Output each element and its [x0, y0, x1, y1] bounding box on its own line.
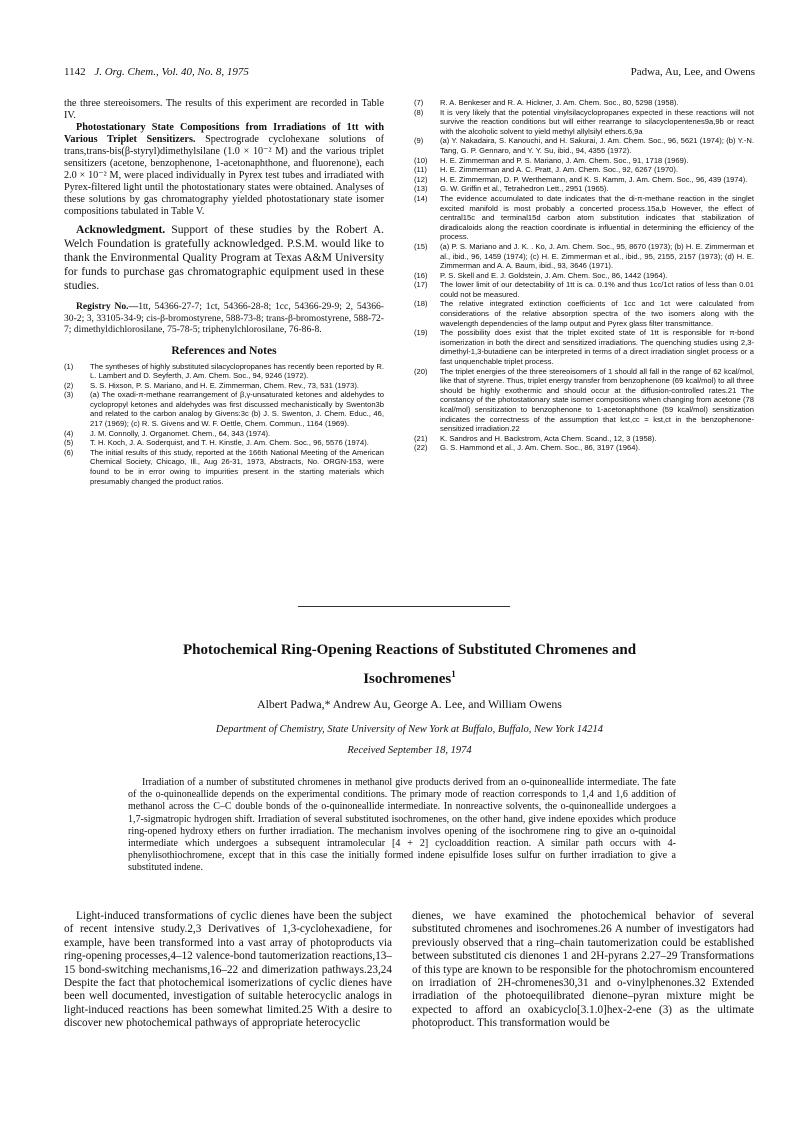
abstract: Irradiation of a number of substituted chromenes in methanol give products derived from an o-quinoneallide intermediate. The fate of the o-quinoneallide depends on the experimental conditions. The primary mode of reaction corresponds to 1,4 and 1,6 addition of methanol across the C–C double bonds of the o-quinoneallide intermediate. In nonreactive solvents, the o-quinoneallide undergoes a 1,7-sigmatropic hydrogen shift. Irradiation of several substituted isochromenes, on the other hand, give indene epoxides which produce ring-opened hydroxy ethers on further irradiation. The mechanism involves opening of the isochromene ring to give an o-quinoidal intermediate which undergoes a subsequent intramolecular [4 + 2] cycloaddition reaction. A similar path occurs with 4-phenylisothiochromene, except that in this case the initially formed indene episulfide loses sulfur on further irradiation to give a substituted indene. [128, 777, 676, 874]
registry-heading: Registry No.— [76, 301, 139, 312]
intro-paragraph-right: dienes, we have examined the photochemical behavior of several substituted chromenes and isochromenes.26 A number of investigators had previously observed that a ring–chain tautomerization could be established between substituted cis dienones 1 and 2H-pyrans 2.27–29 Transformations of this type are known to be responsible for the photochromism encountered on irradiation of 2H-chromenes30,31 and o-vinylphenones.32 Extended irradiation of the photoequilibrated dienone–pyran mixture might be expected to afford an oxabicyclo[3.1.0]hex-2-ene (3) as the ultimate photoproduct. This transformation would be [412, 910, 754, 1030]
running-header [64, 66, 755, 78]
reference-text: The syntheses of highly substituted silacyclopropanes has recently been reported by R. L. Lambert and D. Seyferth, J. Am. Chem. Soc., 94, 9246 (1972). [90, 361, 384, 381]
reference-item [414, 136, 754, 155]
reference-number: (19) [414, 328, 428, 338]
reference-text: (a) P. S. Mariano and J. K. . Ko, J. Am. Chem. Soc., 95, 8670 (1973); (b) H. E. Zimmerman et al., ibid., 96, 1459 (1974); (c) H. E. Zimmerman et al., ibid., 95, 2155, 2157 (1973); (d) H. E. Zimmerman and A. A. Baum, ibid., 93, 3646 (1971). [440, 241, 754, 271]
reference-number: (7) [414, 98, 424, 107]
title-footnote-marker: 1 [451, 669, 456, 679]
reference-number: (9) [414, 136, 424, 146]
photostationary-heading: Photostationary State Compositions from Irradiations of 1tt with Various Triplet Sensitizers. [64, 122, 384, 145]
references-list-right [414, 98, 754, 453]
reference-item [414, 156, 754, 166]
author-list: Albert Padwa,* Andrew Au, George A. Lee, and William Owens [257, 697, 562, 711]
reference-text: (a) The oxadi-π-methane rearrangement of β,γ-unsaturated ketones and aldehydes to cyclopropyl ketones and aldehydes was first discussed mechanistically by Swenton3b and related to the carbon analog by Givens:3c (b) J. S. Swenton, J. Chem. Educ., 46, 217 (1969); (c) R. S. Givens and W. F. Oettle, Chem. Commun., 1164 (1969). [90, 390, 384, 429]
reference-item [414, 175, 754, 185]
reference-number: (12) [414, 174, 428, 184]
reference-item [414, 367, 754, 434]
acknowledgment-paragraph [64, 223, 384, 293]
reference-number: (22) [414, 443, 428, 453]
reference-text: T. H. Koch, J. A. Soderquist, and T. H. Kinstle, J. Am. Chem. Soc., 96, 5576 (1974). [90, 438, 369, 448]
reference-number: (16) [414, 270, 428, 280]
reference-item [414, 108, 754, 137]
reference-text: K. Sandros and H. Backstrom, Acta Chem. Scand., 12, 3 (1958). [440, 433, 657, 443]
reference-text: P. S. Skell and E. J. Goldstein, J. Am. Chem. Soc., 86, 1442 (1964). [440, 270, 668, 280]
reference-number: (6) [64, 447, 74, 457]
reference-item [414, 434, 754, 444]
reference-number: (3) [64, 390, 74, 400]
reference-number: (4) [64, 428, 74, 438]
received-date: Received September 18, 1974 [347, 745, 472, 756]
reference-item [64, 429, 384, 439]
reference-item [414, 98, 754, 108]
reference-number: (2) [64, 380, 74, 390]
reference-text: G. W. Griffin et al., Tetrahedron Lett., 2951 (1965). [440, 184, 609, 194]
reference-text: R. A. Benkeser and R. A. Hickner, J. Am. Chem. Soc., 80, 5298 (1958). [440, 98, 679, 107]
registry-text: 1tt, 54366-27-7; 1ct, 54366-28-8; 1cc, 54366-29-9; 2, 54366-30-2; 3, 33105-34-9; cis-β-bromostyrene, 588-73-8; trans-β-bromostyrene, 588-72-7; dimethyldichlorosilane, 75-78-5; triphenylchlorosilane, 76-86-8. [64, 301, 384, 335]
reference-item [64, 438, 384, 448]
page-number: 1142 [64, 66, 86, 78]
reference-item [64, 448, 384, 486]
reference-text: S. S. Hixson, P. S. Mariano, and H. E. Zimmerman, Chem. Rev., 73, 531 (1973). [90, 380, 359, 390]
reference-number: (8) [414, 107, 424, 117]
photostationary-paragraph [64, 122, 384, 218]
reference-text: The possibility does exist that the triplet excited state of 1tt is responsible for π-bond isomerization in both the direct and sensitized irradiations. The quenching studies using 2,3-dimethyl-1,3-butadiene can be interpreted in terms of a direct irradiation singlet process or a fast unquenchable triplet process. [440, 328, 754, 367]
reference-text: H. E. Zimmerman, D. P. Werthemann, and K. S. Kamm, J. Am. Chem. Soc., 96, 439 (1974). [440, 174, 748, 184]
affiliation: Department of Chemistry, State University of New York at Buffalo, Buffalo, New York 14214 [215, 724, 604, 735]
reference-text: It is very likely that the potential vinylsilacyclopropanes expected in these reactions will not survive the reaction conditions but will either rearrange to silacyclopentenes9a,9b or react with the alcoholic solvent to yield methyl allylsilyl ethers.6,9a [440, 107, 754, 136]
reference-text: J. M. Connolly, J. Organomet. Chem., 64, 343 (1974). [90, 428, 271, 438]
top-left-column [64, 98, 384, 598]
article-title [64, 638, 755, 691]
reference-item [64, 390, 384, 428]
reference-item [414, 443, 754, 453]
reference-number: (15) [414, 241, 428, 251]
references-title: References and Notes [171, 344, 277, 357]
reference-item [414, 299, 754, 328]
reference-item [64, 362, 384, 381]
reference-number: (20) [414, 366, 428, 376]
title-line-2: Isochromenes$^1$ [363, 669, 456, 687]
reference-number: (18) [414, 299, 428, 309]
reference-text: The initial results of this study, reported at the 166th National Meeting of the American Chemical Society, Chicago, Ill., Aug 26-31, 1973, Abstracts, No. ORGN-153, were found to be in error owing to impurities present in the starting materials which presumably changed the product ratios. [90, 447, 384, 486]
reference-text: The relative integrated extinction coefficients of 1cc and 1ct were calculated from considerations of the relative absorption spectra of the two isomers along with the wavelength dependencies of the lamp output and Pyrex glass filter transmittance. [440, 299, 754, 328]
registry-paragraph [64, 301, 384, 336]
reference-text: (a) Y. Nakadaira, S. Kanouchi, and H. Sakurai, J. Am. Chem. Soc., 96, 5621 (1974); (b) Y.-N. Tang, G. P. Gennaro, and Y. Y. Su, ibid., 94, 4355 (1972). [440, 136, 754, 155]
photostationary-text: Spectrograde cyclohexane solutions of trans,trans-bis(β-styryl)dimethylsilane (1.0 × 10⁻² M) and the various triplet sensitizers (acetone, benzophenone, 1-acetonaphthone, and fluorenone), each 2.0 × 10⁻² M, were placed individually in Pyrex test tubes and irradiated with Pyrex-filtered light until the photostationary states were obtained. Analyses of these solutions by gas chromatography yielded photostationary state isomer compositions tabulated in Table V. [64, 134, 384, 217]
reference-item [414, 194, 754, 242]
top-right-column [414, 98, 754, 598]
reference-item [64, 381, 384, 391]
references-list-left [64, 362, 384, 487]
reference-text: The lower limit of our detectability of 1tt is ca. 0.1% and thus 1cc/1ct ratios of less than 0.01 could not be measured. [440, 280, 754, 299]
acknowledgment-text: Support of these studies by the Robert A. Welch Foundation is gratefully acknowledged. P.S.M. would like to thank the Environmental Quality Program at Texas A&M University for funds to purchase gas chromatographic equipment used in these studies. [64, 223, 384, 292]
reference-number: (17) [414, 280, 428, 290]
reference-text: The triplet energies of the three stereoisomers of 1 should all fall in the range of 62 kcal/mol, like that of styrene. Thus, triplet energy transfer from benzophenone (69 kcal/mol) to all three should be highly exothermic and should occur at the diffusion-controlled rates.21 The constancy of the photostationary state isomer compositions when changing from acetone (78 kcal/mol) sensitization to benzophenone to 1-acetonaphthone (59 kcal/mol) sensitization indicates the correctness of the assumption that kst,cc = kst,ct in the benzophenone-sensitized irradiation.22 [440, 366, 754, 434]
reference-number: (21) [414, 433, 428, 443]
body-left-column [64, 910, 392, 1110]
reference-item [414, 184, 754, 194]
reference-item [414, 328, 754, 366]
reference-number: (13) [414, 184, 428, 194]
running-authors: Padwa, Au, Lee, and Owens [630, 66, 755, 78]
body-right-column [412, 910, 754, 1110]
section-divider [298, 606, 510, 607]
reference-number: (14) [414, 193, 428, 203]
reference-item [414, 280, 754, 299]
acknowledgment-heading: Acknowledgment. [76, 223, 166, 236]
reference-number: (1) [64, 361, 74, 371]
title-line-1: Photochemical Ring-Opening Reactions of Substituted Chromenes and [182, 642, 637, 658]
journal-citation: J. Org. Chem., Vol. 40, No. 8, 1975 [94, 66, 249, 78]
reference-number: (5) [64, 438, 74, 448]
reference-text: H. E. Zimmerman and A. C. Pratt, J. Am. Chem. Soc., 92, 6267 (1970). [440, 165, 679, 175]
reference-text: G. S. Hammond et al., J. Am. Chem. Soc., 86, 3197 (1964). [440, 443, 641, 453]
experimental-paragraph: the three stereoisomers. The results of this experiment are recorded in Table IV. [64, 98, 384, 121]
intro-paragraph-left: Light-induced transformations of cyclic dienes have been the subject of recent intensive study.2,3 Derivatives of 1,3-cyclohexadiene, for example, have been transformed into a vast array of photoproducts via ring-opening processes,4–12 valence-bond tautomerization reactions,13–15 bond-switching mechanisms,16–22 and dimerization pathways.23,24 Despite the fact that photochemical isomerizations of cyclic dienes have been well documented, investigation of suitable heterocyclic analogs in light-induced reactions has been somewhat limited.25 With a desire to discover new photochemical pathways of appropriate heterocyclic [64, 910, 392, 1030]
reference-number: (11) [414, 165, 427, 175]
reference-text: The evidence accumulated to date indicates that the di-π-methane reaction in the singlet excited manifold is most probably a concerted process.15a,b However, the effect of central15c and terminal15d carbon atom substitution indicates that stabilization of diradicaloids along the reaction coordinate is influential in determining the efficiency of the process. [440, 193, 754, 242]
header-left [64, 66, 249, 78]
reference-number: (10) [414, 155, 428, 165]
reference-item [414, 271, 754, 281]
reference-item [414, 165, 754, 175]
reference-text: H. E. Zimmerman and P. S. Mariano, J. Am. Chem. Soc., 91, 1718 (1969). [440, 155, 689, 165]
reference-item [414, 242, 754, 271]
